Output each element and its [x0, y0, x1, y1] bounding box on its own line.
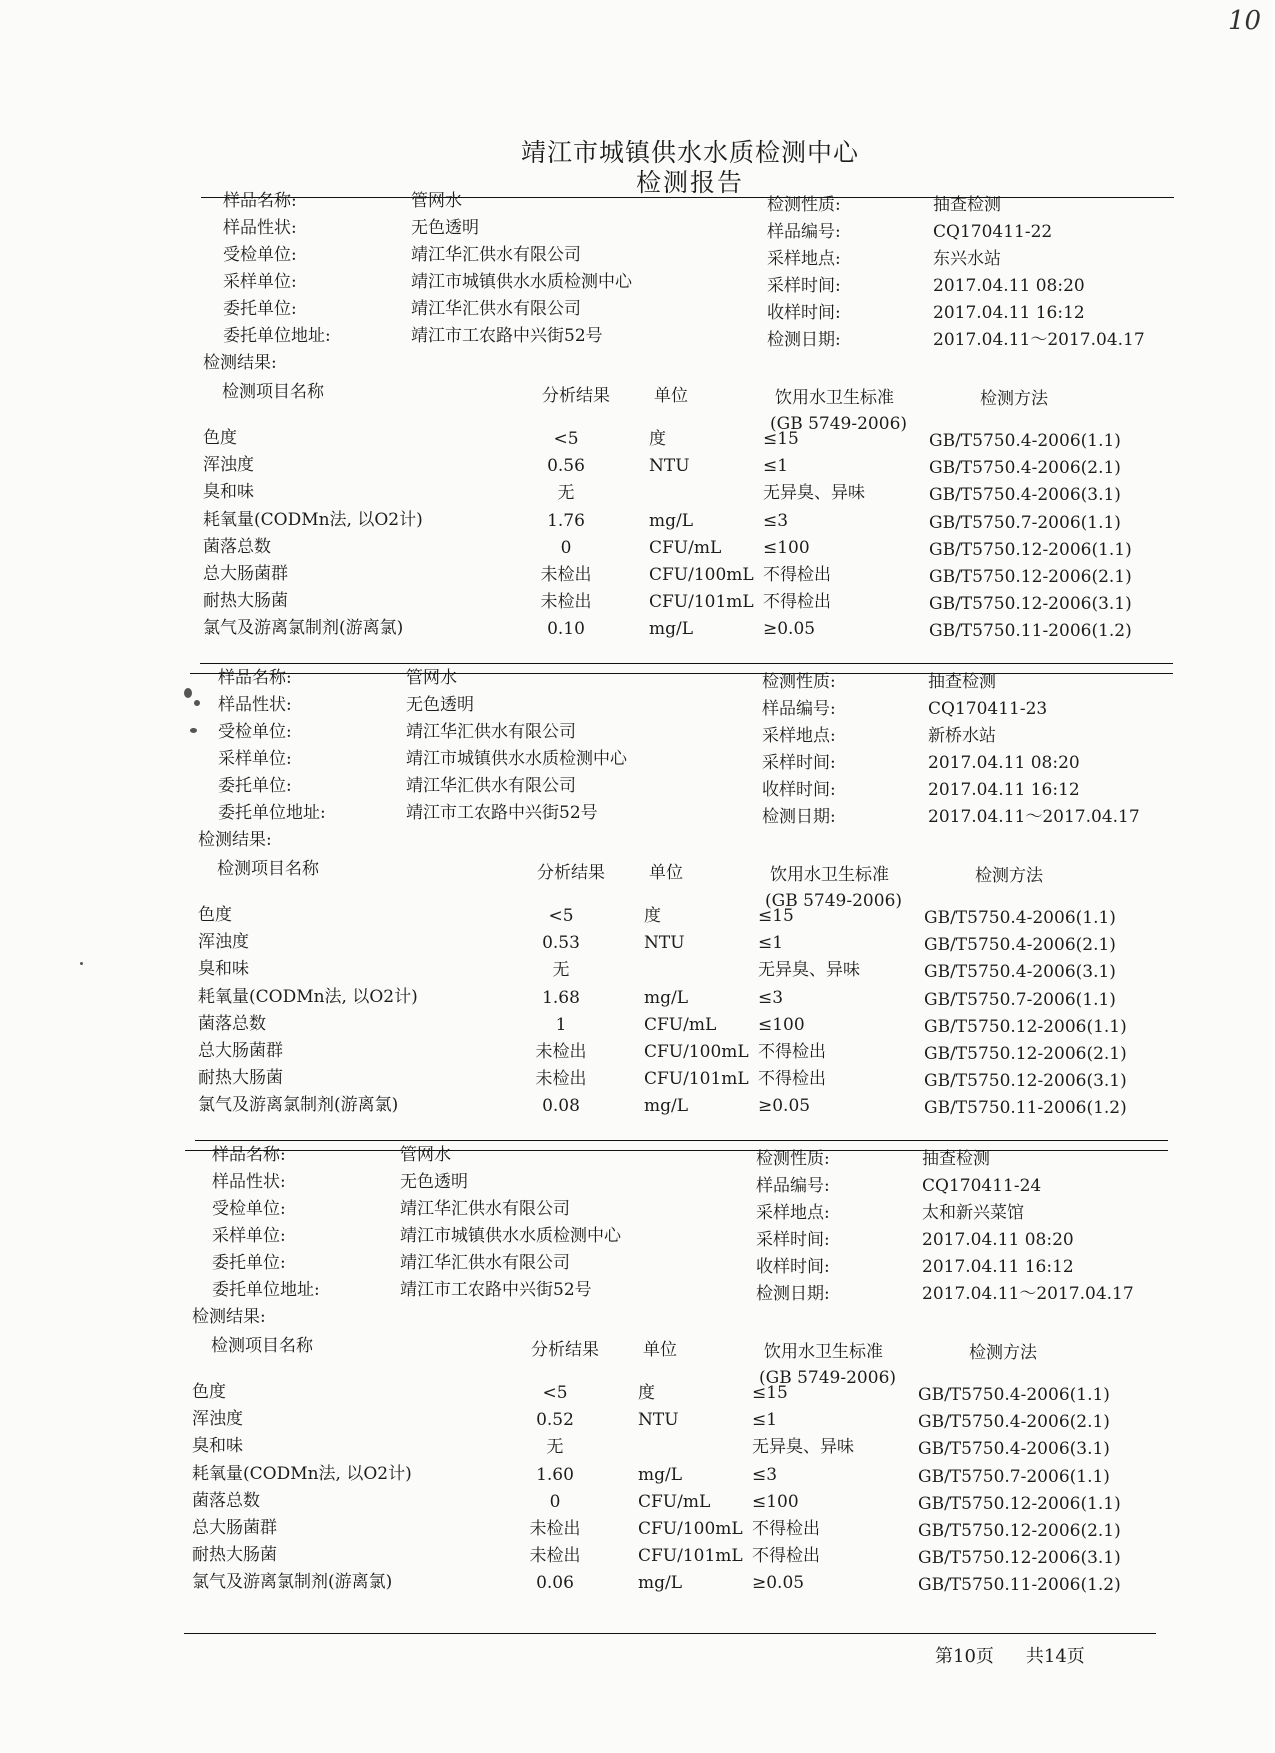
item-name: 氯气及游离氯制剂(游离氯)	[192, 1572, 393, 1592]
item-name: 色度	[192, 1382, 226, 1402]
label-receive-time: 收样时间:	[767, 303, 841, 323]
header-result: 分析结果	[537, 863, 605, 883]
item-result: 0.06	[536, 1573, 574, 1593]
header-method: 检测方法	[980, 389, 1048, 409]
item-unit: CFU/mL	[638, 1492, 711, 1512]
item-result: 1.68	[542, 988, 580, 1008]
label-test-date: 检测日期:	[756, 1284, 830, 1304]
item-name: 耗氧量(CODMn法, 以O2计)	[192, 1464, 412, 1484]
item-method: GB/T5750.12-2006(1.1)	[918, 1494, 1121, 1514]
label-sampling-time: 采样时间:	[756, 1230, 830, 1250]
value-sample-state: 无色透明	[406, 695, 474, 715]
item-standard: ≤100	[758, 1015, 805, 1035]
value-sampling-site: 太和新兴菜馆	[922, 1203, 1024, 1223]
label-nature: 检测性质:	[767, 195, 841, 215]
item-result: 0.08	[542, 1096, 580, 1116]
label-entrust-unit: 委托单位:	[218, 776, 292, 796]
item-method: GB/T5750.4-2006(2.1)	[918, 1412, 1110, 1432]
label-sampling-time: 采样时间:	[762, 753, 836, 773]
label-sampling-site: 采样地点:	[767, 249, 841, 269]
value-sampling-site: 东兴水站	[933, 249, 1001, 269]
item-result: 未检出	[535, 1069, 587, 1089]
item-result: 0	[549, 1492, 561, 1512]
value-sampling-site: 新桥水站	[928, 726, 996, 746]
item-unit: CFU/mL	[649, 538, 722, 558]
label-sample-name: 样品名称:	[223, 191, 297, 211]
item-name: 菌落总数	[192, 1491, 260, 1511]
item-name: 耐热大肠菌	[203, 591, 288, 611]
item-unit: NTU	[644, 933, 685, 953]
item-standard: 不得检出	[763, 592, 831, 612]
value-test-date: 2017.04.11～2017.04.17	[933, 330, 1145, 350]
item-unit: CFU/100mL	[644, 1042, 749, 1062]
item-method: GB/T5750.4-2006(3.1)	[918, 1439, 1110, 1459]
label-inspected-unit: 受检单位:	[212, 1199, 286, 1219]
header-unit: 单位	[654, 386, 688, 406]
page-total: 共14页	[1025, 1646, 1085, 1667]
item-standard: 不得检出	[763, 565, 831, 585]
item-method: GB/T5750.12-2006(2.1)	[924, 1044, 1127, 1064]
separator-rule	[195, 1140, 1168, 1141]
item-method: GB/T5750.4-2006(2.1)	[924, 935, 1116, 955]
item-standard: 不得检出	[758, 1042, 826, 1062]
item-method: GB/T5750.12-2006(1.1)	[924, 1017, 1127, 1037]
item-unit: mg/L	[638, 1573, 683, 1593]
item-standard: 无异臭、异味	[758, 960, 860, 980]
item-name: 耐热大肠菌	[192, 1545, 277, 1565]
item-standard: ≥0.05	[758, 1096, 811, 1116]
value-inspected-unit: 靖江华汇供水有限公司	[411, 245, 581, 265]
item-result: 未检出	[529, 1546, 581, 1566]
item-method: GB/T5750.11-2006(1.2)	[918, 1575, 1121, 1595]
item-standard: ≤1	[763, 456, 789, 476]
value-receive-time: 2017.04.11 16:12	[922, 1257, 1074, 1277]
header-method: 检测方法	[975, 866, 1043, 886]
value-sampling-unit: 靖江市城镇供水水质检测中心	[411, 272, 632, 292]
label-entrust-address: 委托单位地址:	[223, 326, 331, 346]
item-name: 浑浊度	[203, 455, 254, 475]
value-sampling-time: 2017.04.11 08:20	[928, 753, 1080, 773]
item-standard: ≤3	[758, 988, 784, 1008]
item-method: GB/T5750.12-2006(1.1)	[929, 540, 1132, 560]
item-result: 0.53	[542, 933, 580, 953]
label-sample-state: 样品性状:	[218, 695, 292, 715]
label-sampling-unit: 采样单位:	[218, 749, 292, 769]
item-name: 耗氧量(CODMn法, 以O2计)	[198, 987, 418, 1007]
item-method: GB/T5750.12-2006(3.1)	[924, 1071, 1127, 1091]
label-entrust-unit: 委托单位:	[223, 299, 297, 319]
value-entrust-address: 靖江市工农路中兴街52号	[406, 803, 598, 823]
item-standard: ≤3	[752, 1465, 778, 1485]
item-name: 浑浊度	[198, 932, 249, 952]
item-name: 总大肠菌群	[198, 1041, 283, 1061]
value-sampling-unit: 靖江市城镇供水水质检测中心	[400, 1226, 621, 1246]
item-result: 0	[560, 538, 572, 558]
item-unit: CFU/100mL	[649, 565, 754, 585]
label-sampling-unit: 采样单位:	[223, 272, 297, 292]
label-sampling-site: 采样地点:	[762, 726, 836, 746]
header-result: 分析结果	[531, 1340, 599, 1360]
value-test-date: 2017.04.11～2017.04.17	[922, 1284, 1134, 1304]
value-sample-no: CQ170411-22	[933, 222, 1053, 242]
value-entrust-address: 靖江市工农路中兴街52号	[411, 326, 603, 346]
value-receive-time: 2017.04.11 16:12	[928, 780, 1080, 800]
item-name: 色度	[203, 428, 237, 448]
label-sample-no: 样品编号:	[762, 699, 836, 719]
bottom-rule	[184, 1633, 1156, 1634]
header-unit: 单位	[649, 863, 683, 883]
item-method: GB/T5750.4-2006(1.1)	[918, 1385, 1110, 1405]
item-method: GB/T5750.4-2006(1.1)	[929, 431, 1121, 451]
label-sampling-site: 采样地点:	[756, 1203, 830, 1223]
header-standard-code: (GB 5749-2006)	[770, 414, 908, 434]
header-result: 分析结果	[542, 386, 610, 406]
item-unit: mg/L	[644, 1096, 689, 1116]
label-sampling-time: 采样时间:	[767, 276, 841, 296]
item-method: GB/T5750.11-2006(1.2)	[924, 1098, 1127, 1118]
handwritten-page-mark: 10	[1228, 6, 1262, 36]
label-inspected-unit: 受检单位:	[218, 722, 292, 742]
value-sampling-unit: 靖江市城镇供水水质检测中心	[406, 749, 627, 769]
label-test-date: 检测日期:	[762, 807, 836, 827]
item-method: GB/T5750.12-2006(2.1)	[929, 567, 1132, 587]
item-result: <5	[548, 906, 574, 926]
value-inspected-unit: 靖江华汇供水有限公司	[406, 722, 576, 742]
label-receive-time: 收样时间:	[756, 1257, 830, 1277]
header-item: 检测项目名称	[217, 859, 319, 879]
item-unit: NTU	[638, 1410, 679, 1430]
header-method: 检测方法	[969, 1343, 1037, 1363]
item-unit: CFU/101mL	[638, 1546, 743, 1566]
item-name: 色度	[198, 905, 232, 925]
label-entrust-address: 委托单位地址:	[218, 803, 326, 823]
item-name: 耐热大肠菌	[198, 1068, 283, 1088]
item-method: GB/T5750.12-2006(2.1)	[918, 1521, 1121, 1541]
value-sample-no: CQ170411-23	[928, 699, 1048, 719]
item-result: 1.60	[536, 1465, 574, 1485]
item-result: 未检出	[529, 1519, 581, 1539]
item-unit: CFU/mL	[644, 1015, 717, 1035]
item-name: 总大肠菌群	[192, 1518, 277, 1538]
value-nature: 抽查检测	[933, 195, 1001, 215]
label-sample-state: 样品性状:	[212, 1172, 286, 1192]
item-result: 未检出	[540, 565, 592, 585]
item-name: 总大肠菌群	[203, 564, 288, 584]
org-title: 靖江市城镇供水水质检测中心	[520, 138, 859, 167]
label-entrust-address: 委托单位地址:	[212, 1280, 320, 1300]
item-standard: ≥0.05	[763, 619, 816, 639]
item-result: 无	[557, 483, 575, 503]
item-unit: mg/L	[644, 988, 689, 1008]
item-standard: 不得检出	[752, 1546, 820, 1566]
label-sample-name: 样品名称:	[212, 1145, 286, 1165]
item-standard: 不得检出	[752, 1519, 820, 1539]
item-standard: ≤3	[763, 511, 789, 531]
value-sample-state: 无色透明	[400, 1172, 468, 1192]
item-name: 臭和味	[198, 959, 249, 979]
value-sample-name: 管网水	[411, 191, 462, 211]
label-sample-state: 样品性状:	[223, 218, 297, 238]
item-name: 耗氧量(CODMn法, 以O2计)	[203, 510, 423, 530]
item-method: GB/T5750.7-2006(1.1)	[918, 1467, 1110, 1487]
value-receive-time: 2017.04.11 16:12	[933, 303, 1085, 323]
item-result: 0.52	[536, 1410, 574, 1430]
header-item: 检测项目名称	[211, 1336, 313, 1356]
scan-speck	[190, 728, 197, 733]
item-standard: ≤100	[763, 538, 810, 558]
label-nature: 检测性质:	[756, 1149, 830, 1169]
value-nature: 抽查检测	[928, 672, 996, 692]
item-method: GB/T5750.4-2006(1.1)	[924, 908, 1116, 928]
item-method: GB/T5750.4-2006(2.1)	[929, 458, 1121, 478]
item-unit: CFU/101mL	[649, 592, 754, 612]
item-unit: 度	[644, 906, 661, 926]
item-name: 浑浊度	[192, 1409, 243, 1429]
item-method: GB/T5750.12-2006(3.1)	[918, 1548, 1121, 1568]
report-title: 检测报告	[635, 168, 744, 197]
item-method: GB/T5750.7-2006(1.1)	[929, 513, 1121, 533]
header-standard: 饮用水卫生标准	[770, 865, 889, 885]
item-result: 0.10	[547, 619, 585, 639]
header-standard: 饮用水卫生标准	[775, 388, 894, 408]
page-number: 第10页	[935, 1646, 994, 1667]
scan-speck	[194, 700, 200, 706]
item-standard: ≤1	[758, 933, 784, 953]
item-standard: 无异臭、异味	[752, 1437, 854, 1457]
results-label: 检测结果:	[192, 1307, 266, 1327]
item-method: GB/T5750.7-2006(1.1)	[924, 990, 1116, 1010]
label-sample-no: 样品编号:	[767, 222, 841, 242]
header-standard-code: (GB 5749-2006)	[759, 1368, 897, 1388]
scan-speck	[80, 962, 83, 965]
item-name: 氯气及游离氯制剂(游离氯)	[203, 618, 404, 638]
item-method: GB/T5750.12-2006(3.1)	[929, 594, 1132, 614]
item-result: 0.56	[547, 456, 585, 476]
item-result: <5	[553, 429, 579, 449]
value-sampling-time: 2017.04.11 08:20	[922, 1230, 1074, 1250]
results-label: 检测结果:	[198, 830, 272, 850]
item-method: GB/T5750.4-2006(3.1)	[924, 962, 1116, 982]
item-standard: 不得检出	[758, 1069, 826, 1089]
label-inspected-unit: 受检单位:	[223, 245, 297, 265]
item-result: 1.76	[547, 511, 585, 531]
item-unit: 度	[649, 429, 666, 449]
item-unit: NTU	[649, 456, 690, 476]
value-entrust-unit: 靖江华汇供水有限公司	[400, 1253, 570, 1273]
label-sampling-unit: 采样单位:	[212, 1226, 286, 1246]
item-standard: ≥0.05	[752, 1573, 805, 1593]
item-method: GB/T5750.11-2006(1.2)	[929, 621, 1132, 641]
item-result: 未检出	[540, 592, 592, 612]
value-sample-name: 管网水	[406, 668, 457, 688]
item-name: 臭和味	[203, 482, 254, 502]
item-standard: ≤100	[752, 1492, 799, 1512]
item-standard: 无异臭、异味	[763, 483, 865, 503]
value-entrust-address: 靖江市工农路中兴街52号	[400, 1280, 592, 1300]
separator-rule	[200, 663, 1173, 664]
item-standard: ≤15	[763, 429, 799, 449]
item-name: 菌落总数	[203, 537, 271, 557]
item-unit: 度	[638, 1383, 655, 1403]
page-footer	[935, 1642, 1085, 1668]
label-sample-no: 样品编号:	[756, 1176, 830, 1196]
header-standard: 饮用水卫生标准	[764, 1342, 883, 1362]
value-sample-no: CQ170411-24	[922, 1176, 1042, 1196]
value-nature: 抽查检测	[922, 1149, 990, 1169]
item-standard: ≤15	[752, 1383, 788, 1403]
header-standard-code: (GB 5749-2006)	[765, 891, 903, 911]
value-entrust-unit: 靖江华汇供水有限公司	[411, 299, 581, 319]
item-result: 无	[552, 960, 570, 980]
item-unit: mg/L	[638, 1465, 683, 1485]
top-rule	[201, 197, 1174, 198]
header-item: 检测项目名称	[222, 382, 324, 402]
separator-rule	[190, 673, 1173, 674]
item-standard: ≤1	[752, 1410, 778, 1430]
item-unit: mg/L	[649, 619, 694, 639]
value-test-date: 2017.04.11～2017.04.17	[928, 807, 1140, 827]
item-result: 未检出	[535, 1042, 587, 1062]
value-sample-state: 无色透明	[411, 218, 479, 238]
scan-speck	[184, 688, 192, 698]
value-entrust-unit: 靖江华汇供水有限公司	[406, 776, 576, 796]
label-nature: 检测性质:	[762, 672, 836, 692]
label-test-date: 检测日期:	[767, 330, 841, 350]
separator-rule	[185, 1150, 1168, 1151]
item-name: 臭和味	[192, 1436, 243, 1456]
item-result: 1	[555, 1015, 567, 1035]
item-unit: CFU/101mL	[644, 1069, 749, 1089]
results-label: 检测结果:	[203, 353, 277, 373]
item-method: GB/T5750.4-2006(3.1)	[929, 485, 1121, 505]
label-sample-name: 样品名称:	[218, 668, 292, 688]
value-sample-name: 管网水	[400, 1145, 451, 1165]
header-unit: 单位	[643, 1340, 677, 1360]
item-unit: mg/L	[649, 511, 694, 531]
item-result: <5	[542, 1383, 568, 1403]
label-entrust-unit: 委托单位:	[212, 1253, 286, 1273]
item-name: 菌落总数	[198, 1014, 266, 1034]
item-unit: CFU/100mL	[638, 1519, 743, 1539]
value-inspected-unit: 靖江华汇供水有限公司	[400, 1199, 570, 1219]
item-standard: ≤15	[758, 906, 794, 926]
item-name: 氯气及游离氯制剂(游离氯)	[198, 1095, 399, 1115]
item-result: 无	[546, 1437, 564, 1457]
label-receive-time: 收样时间:	[762, 780, 836, 800]
value-sampling-time: 2017.04.11 08:20	[933, 276, 1085, 296]
